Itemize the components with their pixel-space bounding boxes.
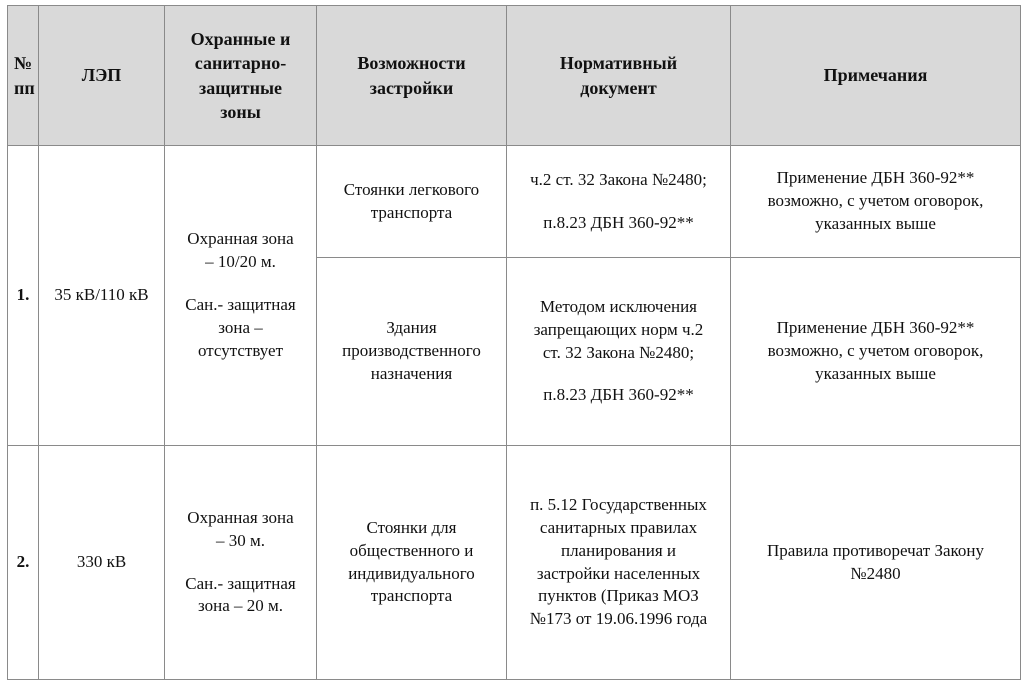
- header-zones: Охранные и санитарно- защитные зоны: [165, 6, 317, 146]
- row-zones: [165, 146, 317, 446]
- protection-zone-text: Охранная зона – 10/20 м.: [187, 229, 294, 272]
- header-doc: Нормативный документ: [507, 6, 731, 146]
- header-notes: Примечания: [731, 6, 1021, 146]
- header-build: Возможности застройки: [317, 6, 507, 146]
- row-build: Здания производственного назначения: [317, 258, 507, 446]
- row-line: 330 кВ: [39, 446, 165, 680]
- sanitary-zone-text: Сан.- защитная зона – отсутствует: [185, 295, 296, 360]
- doc-text-a: ч.2 ст. 32 Закона №2480;: [530, 169, 707, 189]
- row-doc: п. 5.12 Государственных санитарных правилах планирования и застройки населенных пунктов (Приказ МОЗ №173 от 19.06.1996 года: [507, 446, 731, 680]
- table-row: [8, 146, 1021, 258]
- row-zones: [165, 446, 317, 680]
- header-num: № пп: [8, 6, 39, 146]
- row-num: 1.: [8, 146, 39, 446]
- row-doc: [507, 258, 731, 446]
- row-notes: Применение ДБН 360-92** возможно, с учетом оговорок, указанных выше: [731, 258, 1021, 446]
- protection-zone-text: Охранная зона – 30 м.: [187, 507, 294, 550]
- row-line: 35 кВ/110 кВ: [39, 146, 165, 446]
- row-build: Стоянки для общественного и индивидуального транспорта: [317, 446, 507, 680]
- doc-text-b: п.8.23 ДБН 360-92**: [543, 385, 694, 405]
- sanitary-zone-text: Сан.- защитная зона – 20 м.: [185, 573, 296, 616]
- row-build: Стоянки легкового транспорта: [317, 146, 507, 258]
- header-row: [8, 6, 1021, 146]
- row-doc: [507, 146, 731, 258]
- doc-text-b: п.8.23 ДБН 360-92**: [543, 212, 694, 232]
- row-notes: Применение ДБН 360-92** возможно, с учетом оговорок, указанных выше: [731, 146, 1021, 258]
- doc-text-a: Методом исключения запрещающих норм ч.2 ст. 32 Закона №2480;: [533, 296, 704, 362]
- row-notes: Правила противоречат Закону №2480: [731, 446, 1021, 680]
- row-num: 2.: [8, 446, 39, 680]
- header-line: ЛЭП: [39, 6, 165, 146]
- table-row: [8, 446, 1021, 680]
- norms-table: [7, 5, 1021, 680]
